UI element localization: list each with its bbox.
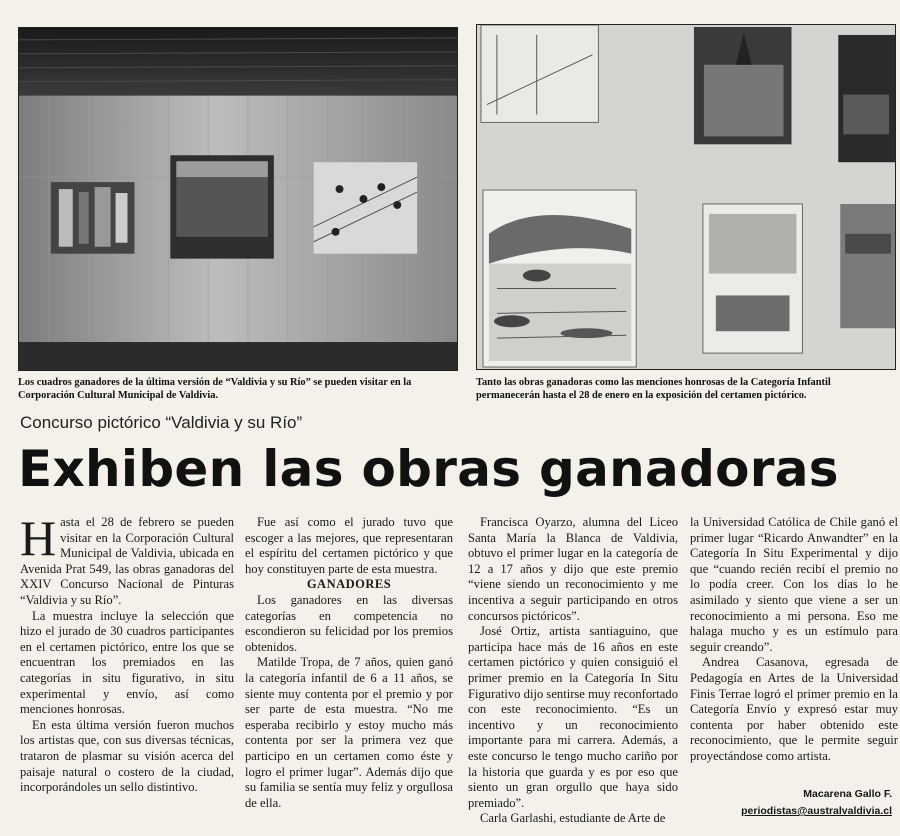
article-column-4	[690, 515, 898, 765]
col4-paragraph-1: la Universidad Católica de Chile ganó el primer lugar “Ricardo Anwandter” en la Categoría In Situ Experimental y dijo que “cuando recién recibí el premio no lo podía creer. Con los días lo he asimilado y siento que viene a ser un reconocimiento a mi persona. Eso me halaga mucho y es un estímulo para seguir creando”.	[690, 515, 898, 654]
col2-paragraph-1: Fue así como el jurado tuvo que escoger a las mejores, que representaran el espíritu del certamen pictórico y que hoy constituyen parte de esta muestra.	[245, 515, 453, 576]
col3-paragraph-2: José Ortiz, artista santiaguino, que participa hace más de 16 años en este certamen pictórico y quien consiguió el primer premio en la Categoría In Situ Figurativo dijo sentirse muy reconfortado con este reconocimiento. “Es un incentivo y un reconocimiento importante para mi carrera. Además, a este concurso le tengo mucho cariño por la historia que guarda y es por eso que siento un gran orgullo que haya sido premiado”.	[468, 624, 678, 810]
photo-caption-left: Los cuadros ganadores de la última versión de “Valdivia y su Río” se pueden visitar en la Corporación Cultural Municipal de Valdivia.	[18, 377, 412, 401]
col2-paragraph-2: Los ganadores en las diversas categorías en competencia no escondieron su felicidad por los premios obtenidos.	[245, 592, 453, 654]
col4-paragraph-2: Andrea Casanova, egresada de Pedagogía en Artes de la Universidad Finis Terrae logró el primer premio en la Categoría Envío y expresó estar muy contenta por haber obtenido este reconocimiento, que le permite seguir proyectándose como artista.	[690, 655, 898, 763]
section-subhead: GANADORES	[306, 577, 392, 592]
author-email[interactable]: periodistas@australvaldivia.cl	[741, 805, 892, 817]
article-column-3	[468, 515, 678, 827]
byline	[741, 786, 892, 820]
gallery-photo-right	[476, 24, 896, 370]
gallery-photo-left	[18, 27, 458, 371]
article-column-1	[20, 510, 234, 796]
col1-paragraph-2: La muestra incluye la selección que hizo el jurado de 30 cuadros participantes en el certamen pictórico, entre los que se encuentran los premiados en las categorías in situ figurativo, in situ experimental y envío, así como menciones honrosas.	[20, 608, 234, 717]
drop-cap: H	[20, 510, 57, 566]
col3-paragraph-3: Carla Garlashi, estudiante de Arte de	[480, 811, 666, 826]
article-kicker: Concurso pictórico “Valdivia y su Río”	[20, 413, 303, 432]
article-headline: Exhiben las obras ganadoras	[18, 440, 839, 498]
col1-paragraph-3: En esta última versión fueron muchos los artistas que, con sus diversas técnicas, trataron de plasmar su visión acerca del paisaje natural o costero de la ciudad, incorporándoles un sello distintivo.	[20, 717, 234, 795]
col2-paragraph-3: Matilde Tropa, de 7 años, quien ganó la categoría infantil de 6 a 11 años, se siente muy contenta por el premio y por ser parte de esta muestra. “No me esperaba recibirlo y estoy mucho más contenta por ser la primera vez que participo en un certamen como éste y logro el primer lugar”. Además dijo que su familia se sentía muy feliz y orgullosa de ella.	[245, 655, 453, 810]
col1-paragraph-1: Hasta el 28 de febrero se pueden visitar en la Corporación Cultural Municipal de Valdivia, ubicada en Avenida Prat 549, las obras ganadoras del XXIV Concurso Nacional de Pinturas “Valdivia y su Río”.	[20, 510, 234, 607]
author-name: Macarena Gallo F.	[803, 788, 892, 800]
article-column-2	[245, 515, 453, 811]
col3-paragraph-1: Francisca Oyarzo, alumna del Liceo Santa María la Blanca de Valdivia, obtuvo el primer lugar en la categoría de 12 a 17 años y dijo que este premio “viene siendo un reconocimiento y me incentiva a seguir participando en otros concursos pictóricos”.	[468, 515, 678, 623]
photo-caption-right: Tanto las obras ganadoras como las menciones honrosas de la Categoría Infantil permanecerán hasta el 28 de enero en la exposición del certamen pictórico.	[476, 377, 831, 401]
